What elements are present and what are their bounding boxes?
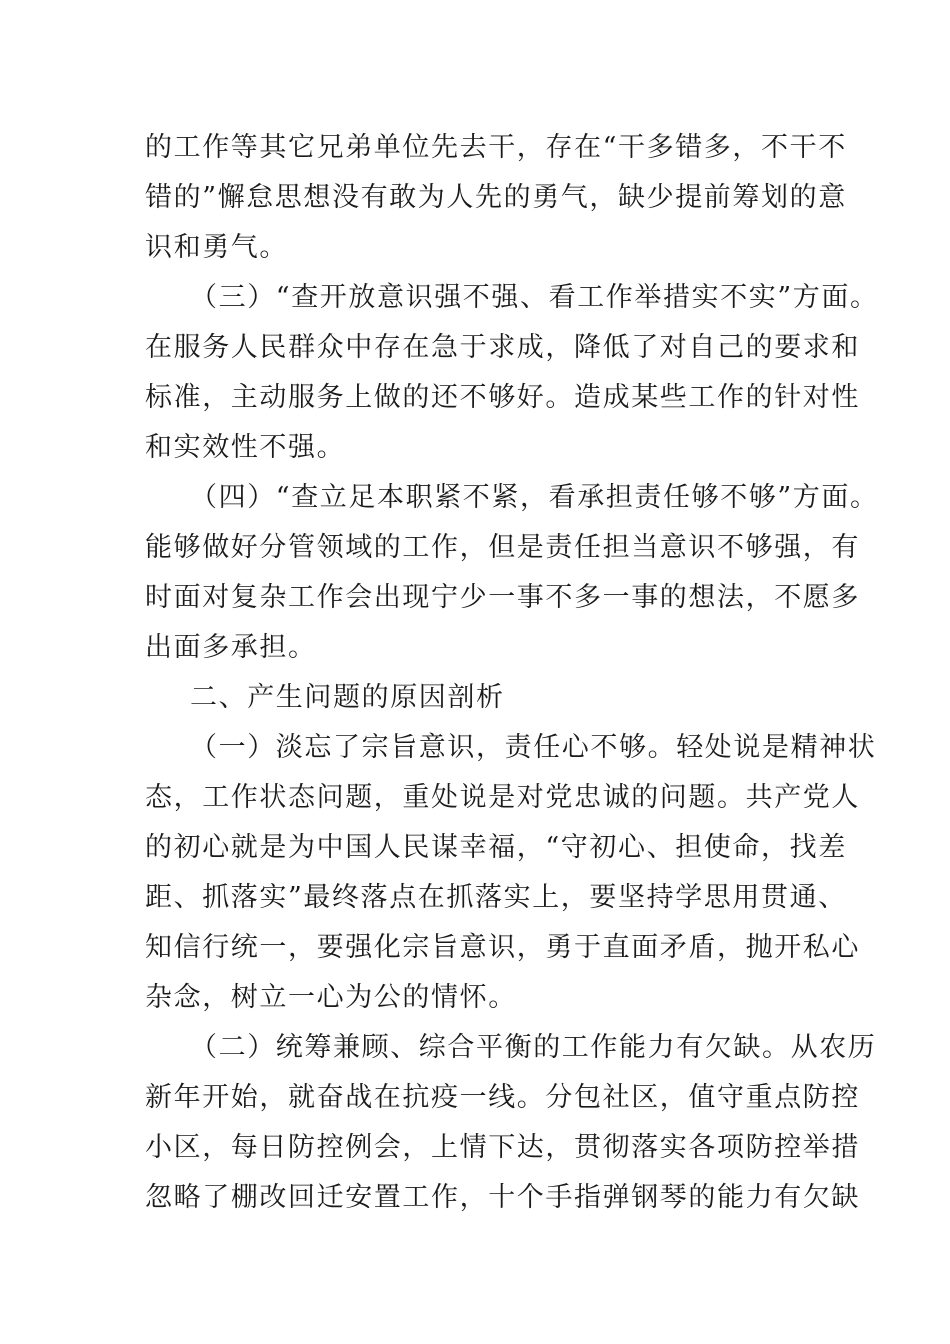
text-line: 在服务人民群众中存在急于求成，降低了对自己的要求和 — [145, 332, 860, 363]
text-line: 态，工作状态问题，重处说是对党忠诚的问题。共产党人 — [145, 782, 860, 813]
text-line: 能够做好分管领域的工作，但是责任担当意识不够强，有 — [145, 532, 860, 563]
text-line: 时面对复杂工作会出现宁少一事不多一事的想法，不愿多 — [145, 582, 860, 613]
text-line: 新年开始，就奋战在抗疫一线。分包社区，值守重点防控 — [145, 1082, 860, 1113]
text-line: 出面多承担。 — [145, 632, 317, 663]
text-line: 标准，主动服务上做的还不够好。造成某些工作的针对性 — [145, 382, 860, 413]
section-heading-3: （三）“查开放意识强不强、看工作举措实不实”方面。 — [190, 282, 879, 313]
text-line: 和实效性不强。 — [145, 432, 346, 463]
section-heading-4: （四）“查立足本职紧不紧，看承担责任够不够”方面。 — [190, 482, 879, 513]
text-line: 小区，每日防控例会，上情下达，贯彻落实各项防控举措 — [145, 1132, 860, 1163]
text-line: 杂念，树立一心为公的情怀。 — [145, 982, 517, 1013]
chapter-heading: 二、产生问题的原因剖析 — [190, 682, 505, 713]
text-line: 错的”懈怠思想没有敢为人先的勇气，缺少提前筹划的意 — [145, 182, 847, 213]
text-line: 忽略了棚改回迁安置工作，十个手指弹钢琴的能力有欠缺 — [145, 1182, 860, 1213]
section-heading-2: （二）统筹兼顾、综合平衡的工作能力有欠缺。从农历 — [190, 1032, 877, 1063]
text-line: 知信行统一，要强化宗旨意识，勇于直面矛盾，抛开私心 — [145, 932, 860, 963]
section-heading-1: （一）淡忘了宗旨意识，责任心不够。轻处说是精神状 — [190, 732, 877, 763]
text-line: 识和勇气。 — [145, 232, 288, 263]
text-line: 的初心就是为中国人民谋幸福，“守初心、担使命，找差 — [145, 832, 847, 863]
text-line: 距、抓落实”最终落点在抓落实上，要坚持学思用贯通、 — [145, 882, 847, 913]
text-line: 的工作等其它兄弟单位先去干，存在“干多错多，不干不 — [145, 132, 847, 163]
